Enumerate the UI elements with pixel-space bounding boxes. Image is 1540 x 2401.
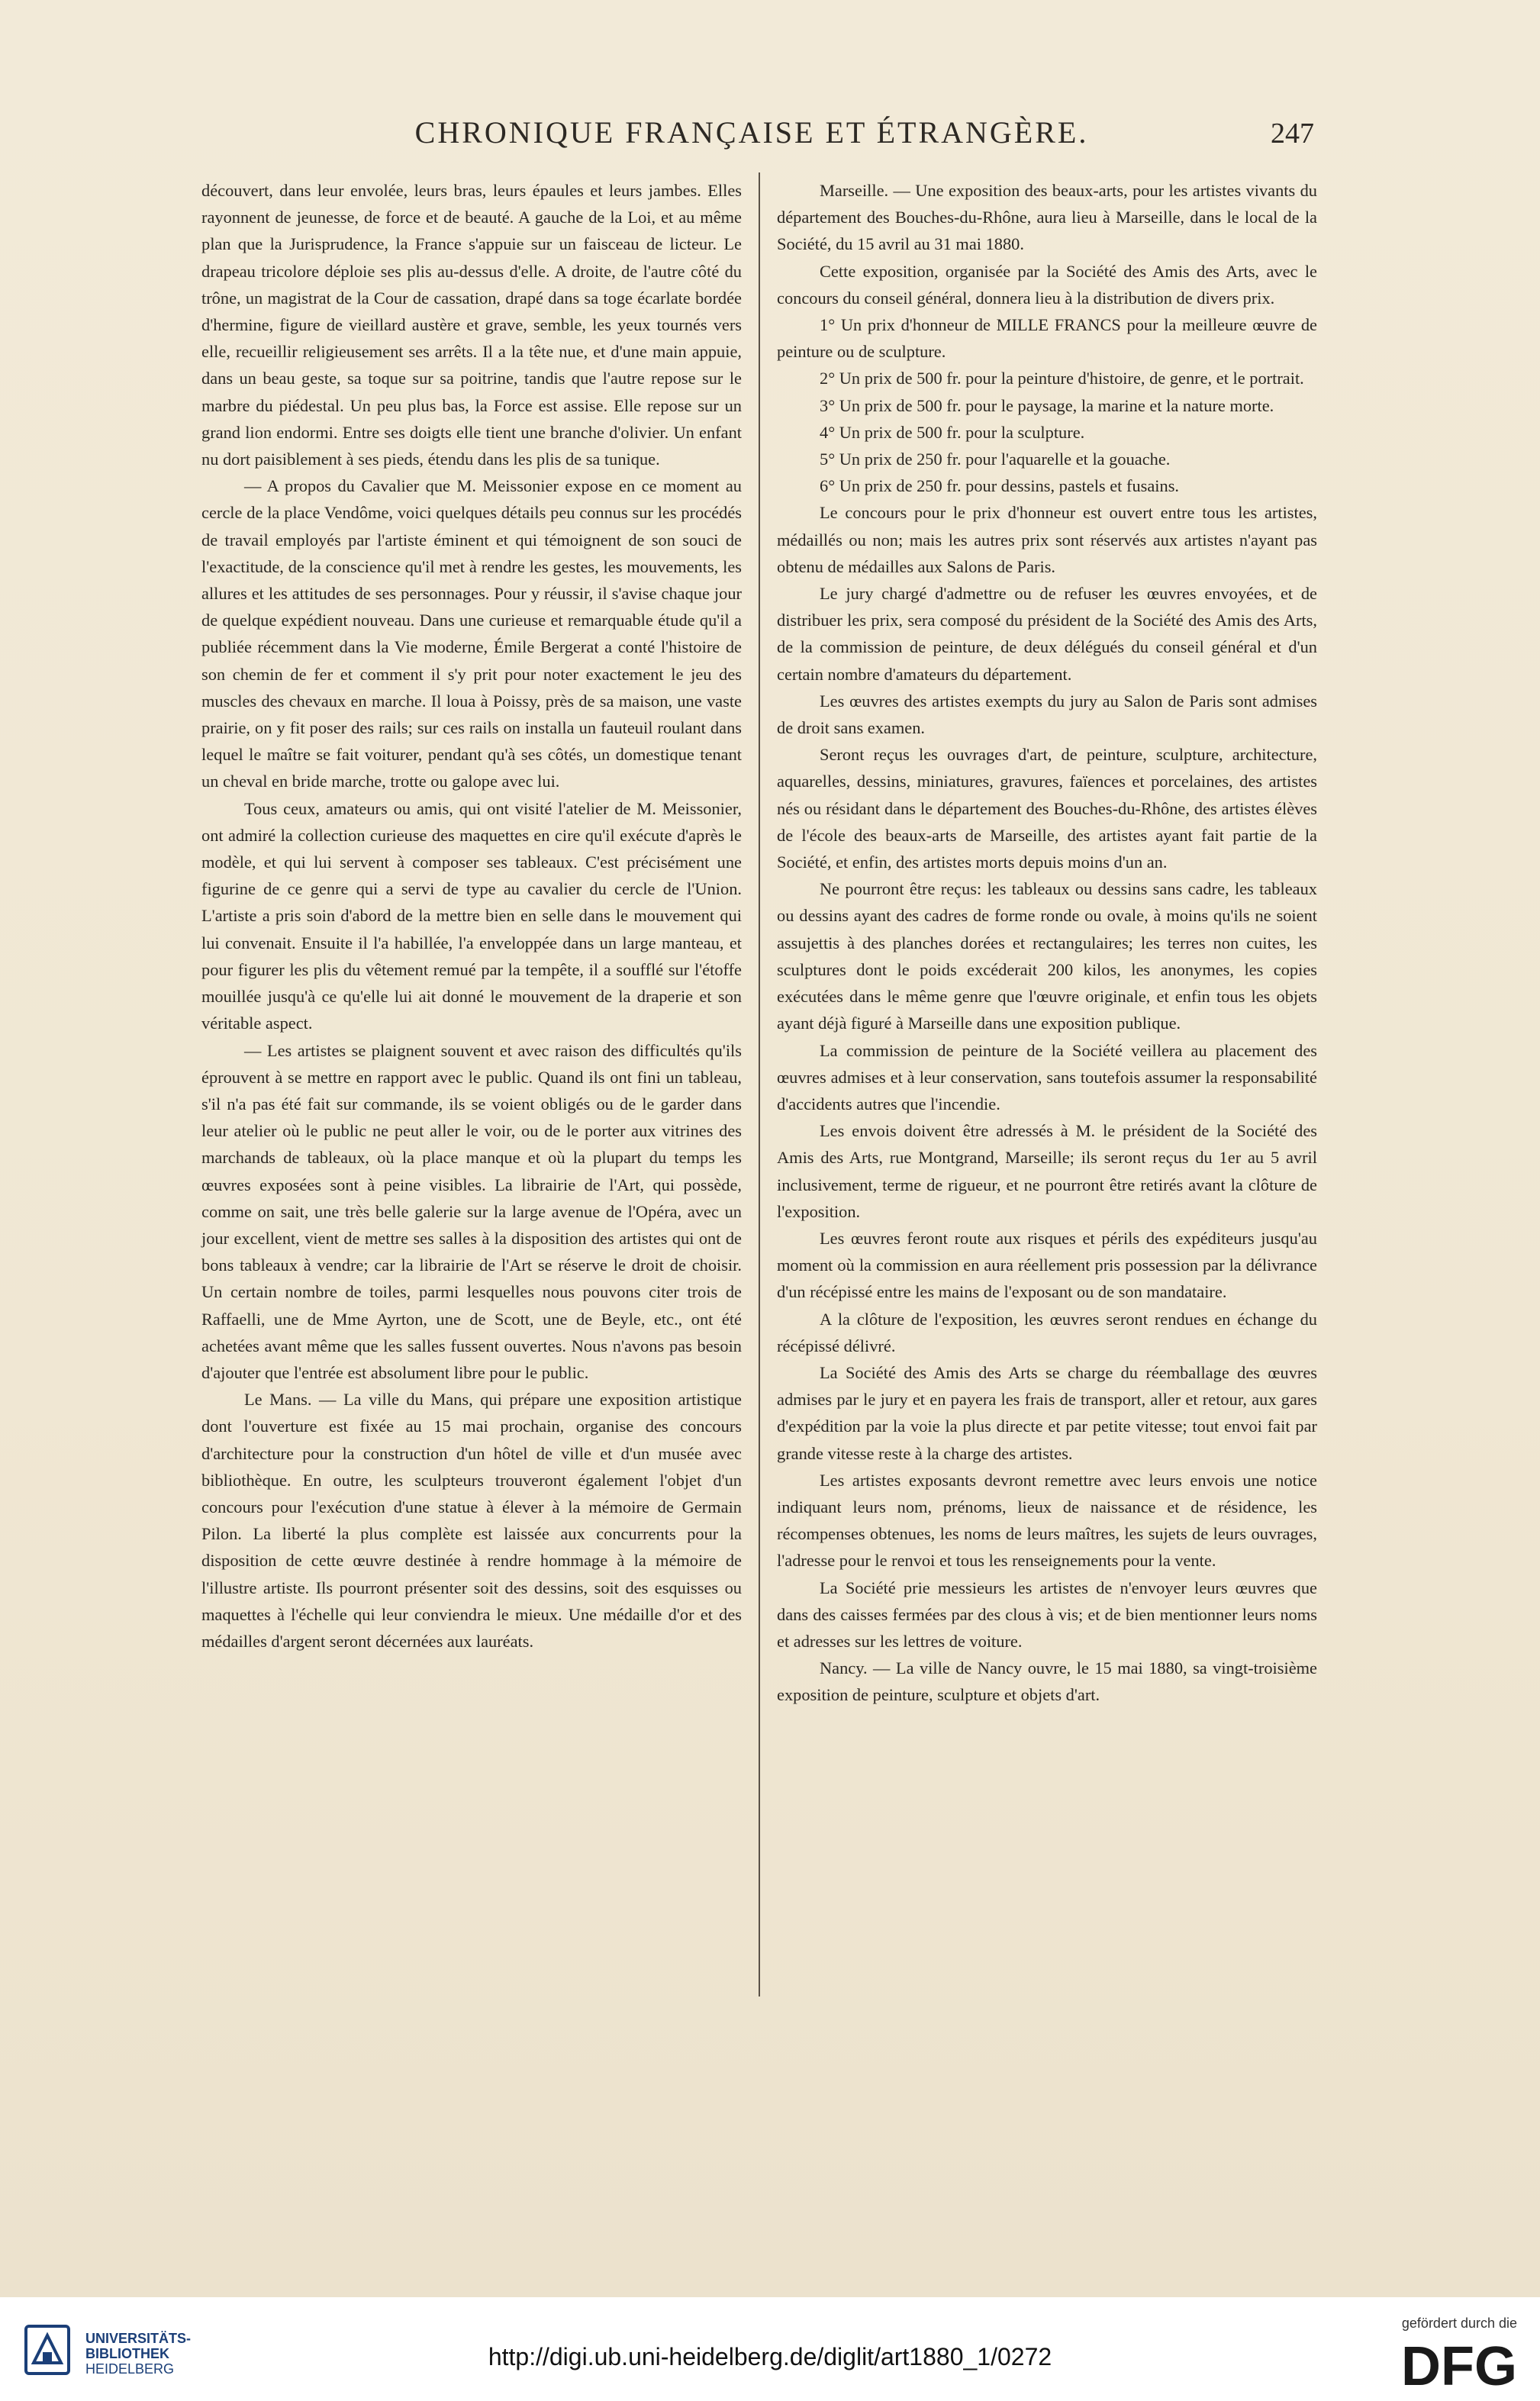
paragraph: Le jury chargé d'admettre ou de refuser les œuvres envoyées, et de distribuer les prix, sera composé du président de la Société des Amis des Arts, de la commission de peinture, de deux délégués du conseil général et d'un certain nombre d'amateurs du département.: [777, 584, 1317, 684]
dfg-logo-text: DFG: [1403, 2338, 1517, 2391]
paragraph: La Société des Amis des Arts se charge du réemballage des œuvres admises par le jury et en payera les frais de transport, aller et retour, aux gares d'expédition par la voie la plus directe et par petite vitesse; tout envoi fait par grande vitesse reste à la charge des artistes.: [777, 1362, 1317, 1463]
sponsor-block: [1402, 2316, 1517, 2395]
list-item: 5° Un prix de 250 fr. pour l'aquarelle et la gouache.: [820, 450, 1171, 469]
permalink-url[interactable]: http://digi.ub.uni-heidelberg.de/diglit/art1880_1/0272: [488, 2343, 1052, 2370]
running-header: CHRONIQUE FRANÇAISE ET ÉTRANGÈRE. 247: [187, 114, 1316, 150]
paragraph: Cette exposition, organisée par la Société des Amis des Arts, avec le concours du conseil général, donnera lieu à la distribution de divers prix.: [777, 261, 1317, 308]
paragraph: Ne pourront être reçus: les tableaux ou dessins sans cadre, les tableaux ou dessins ayant des cadres de forme ronde ou ovale, à moins qu'ils ne soient assujettis à des planches dorées et rectangulaires; les terres non cuites, les sculptures dont le poids excéderait 200 kilos, les anonymes, les copies exécutées dans le même genre que l'œuvre originale, et enfin tous les objets ayant déjà figuré à Marseille dans une exposition publique.: [777, 879, 1317, 1033]
list-item: 6° Un prix de 250 fr. pour dessins, pastels et fusains.: [820, 476, 1180, 496]
paragraph: — A propos du Cavalier que M. Meissonier expose en ce moment au cercle de la place Vendôme, voici quelques détails peu connus sur les procédés de travail employés par l'artiste éminent et qui témoignent de son souci de l'exactitude, de la conscience qu'il met à rendre les gestes, les mouvements, les allures et les attitudes de ses personnages. Pour y réussir, il s'avise chaque jour de quelque expédient nouveau. Dans une curieuse et remarquable étude qu'il a publiée récemment dans la Vie moderne, Émile Bergerat a conté l'histoire de son chemin de fer et comment il s'y prit pour noter exactement le jeu des muscles des chevaux en marche. Il loua à Poissy, près de sa maison, une vaste prairie, on y fit poser des rails; sur ces rails on installa un fauteuil roulant dans lequel le maître se fait voiturer, pendant qu'à ses côtés, un domestique tenant un cheval en bride marche, trotte ou galope avec lui.: [201, 476, 742, 791]
list-item: 4° Un prix de 500 fr. pour la sculpture.: [820, 422, 1085, 442]
paragraph: Les envois doivent être adressés à M. le président de la Société des Amis des Arts, rue Montgrand, Marseille; ils seront reçus du 1er au 5 avril inclusivement, terme de rigueur, et ne pourront être retirés avant la clôture de l'exposition.: [777, 1121, 1317, 1221]
dfg-logo-icon: [1403, 2338, 1517, 2391]
sponsor-label: gefördert durch die: [1401, 2316, 1517, 2331]
running-title: CHRONIQUE FRANÇAISE ET ÉTRANGÈRE.: [414, 115, 1089, 150]
paragraph: — Les artistes se plaignent souvent et avec raison des difficultés qu'ils éprouvent à se mettre en rapport avec le public. Quand ils ont fini un tableau, s'il n'a pas été fait sur commande, ils se voient obligés ou de le garder dans leur atelier où le public ne peut aller le voir, ou de le porter aux vitrines des marchands de tableaux, où la place manque et où la plupart du temps les œuvres exposées sont à peine visibles. La librairie de l'Art, qui possède, comme on sait, une très belle galerie sur la large avenue de l'Opéra, avec un jour excellent, vient de mettre ses salles à la disposition des artistes qui ont de bons tableaux à vendre; car la librairie de l'Art se réserve le droit de choisir. Un certain nombre de toiles, parmi lesquelles nous pouvons citer trois de Raffaelli, une de Mme Ayrton, une de Scott, une de Beyle, etc., ont été achetées avant même que les salles fussent ouvertes. Nous n'avons pas besoin d'ajouter que l'entrée est absolument libre pour le public.: [201, 1040, 742, 1382]
list-item: 3° Un prix de 500 fr. pour le paysage, la marine et la nature morte.: [820, 395, 1274, 415]
paragraph: Tous ceux, amateurs ou amis, qui ont visité l'atelier de M. Meissonier, ont admiré la collection curieuse des maquettes en cire qu'il exécute d'après le modèle, et qui lui servent à composer ses tableaux. C'est précisément une figurine de ce genre qui a servi de type au cavalier du cercle de l'Union. L'artiste a pris soin d'abord de la mettre bien en selle dans le mouvement qui lui convenait. Ensuite il l'a habillée, l'a enveloppée dans un large manteau, et pour figurer les plis du vêtement remué par la tempête, il a soufflé sur l'étoffe mouillée jusqu'à ce qu'elle lui ait donné le mouvement de la draperie et son véritable aspect.: [201, 798, 742, 1033]
left-column: [201, 177, 742, 1655]
paragraph: Les œuvres feront route aux risques et périls des expéditeurs jusqu'au moment où la commission en aura réellement pris possession par la délivrance d'un récépissé entre les mains de l'exposant ou de son mandataire.: [777, 1228, 1317, 1302]
paragraph: La commission de peinture de la Société veillera au placement des œuvres admises et à leur conservation, sans toutefois assumer la responsabilité d'accidents autres que l'incendie.: [777, 1040, 1317, 1113]
paragraph: Le concours pour le prix d'honneur est ouvert entre tous les artistes, médaillés ou non; mais les autres prix sont réservés aux artistes n'ayant pas obtenu de médailles aux Salons de Paris.: [777, 503, 1317, 576]
list-item: 2° Un prix de 500 fr. pour la peinture d'histoire, de genre, et le portrait.: [820, 369, 1304, 388]
digitization-footer: [0, 2297, 1540, 2401]
paragraph: Les œuvres des artistes exempts du jury au Salon de Paris sont admises de droit sans examen.: [777, 691, 1317, 738]
paragraph: A la clôture de l'exposition, les œuvres seront rendues en échange du récépissé délivré.: [777, 1309, 1317, 1355]
paragraph: Nancy. — La ville de Nancy ouvre, le 15 mai 1880, sa vingt-troisième exposition de peinture, sculpture et objets d'art.: [777, 1658, 1317, 1705]
column-divider: [759, 172, 760, 1997]
list-item: 1° Un prix d'honneur de MILLE FRANCS pour la meilleure œuvre de peinture ou de sculpture.: [777, 315, 1317, 362]
library-name: UNIVERSITÄTS- BIBLIOTHEK HEIDELBERG: [85, 2331, 192, 2377]
right-column: [777, 177, 1317, 1709]
paragraph: Les artistes exposants devront remettre avec leurs envois une notice indiquant leurs nom, prénoms, lieux de naissance et de résidence, les récompenses obtenues, les noms de leurs maîtres, les sujets de leurs ouvrages, l'adresse pour le renvoi et tous les renseignements pour la vente.: [777, 1470, 1317, 1571]
paragraph: Le Mans. — La ville du Mans, qui prépare une exposition artistique dont l'ouverture est fixée au 15 mai prochain, organise des concours d'architecture pour la construction d'un hôtel de ville et d'un musée avec bibliothèque. En outre, les sculpteurs trouveront également l'objet d'un concours pour l'exécution d'une statue à élever à la mémoire de Germain Pilon. La liberté la plus complète est laissée aux concurrents pour la disposition de cette œuvre destinée à rendre hommage à la mémoire de l'illustre artiste. Ils pourront présenter soit des dessins, soit des esquisses ou maquettes à l'échelle qui leur conviendra le mieux. Une médaille d'or et des médailles d'argent seront décernées aux lauréats.: [201, 1390, 742, 1651]
paragraph: La Société prie messieurs les artistes de n'envoyer leurs œuvres que dans des caisses fermées par des clous à vis; et de bien mentionner leurs noms et adresses sur les lettres de voiture.: [777, 1578, 1317, 1651]
paragraph: Marseille. — Une exposition des beaux-arts, pour les artistes vivants du département des Bouches-du-Rhône, aura lieu à Marseille, dans le local de la Société, du 15 avril au 31 mai 1880.: [777, 181, 1317, 254]
paragraph: Seront reçus les ouvrages d'art, de peinture, sculpture, architecture, aquarelles, dessins, miniatures, gravures, faïences et porcelaines, des artistes nés ou résidant dans le département des Bouches-du-Rhône, des artistes élèves de l'école des beaux-arts de Marseille, des artistes ayant fait partie de la Société, et enfin, des artistes morts depuis moins d'un an.: [777, 745, 1317, 872]
paragraph: découvert, dans leur envolée, leurs bras, leurs épaules et leurs jambes. Elles rayonnent de jeunesse, de force et de beauté. A gauche de la Loi, et au même plan que la Jurisprudence, la France s'appuie sur un faisceau de licteur. Le drapeau tricolore déploie ses plis au-dessus d'elle. A droite, de l'autre côté du trône, un magistrat de la Cour de cassation, drapé dans sa toge écarlate bordée d'hermine, figure de vieillard austère et grave, semble, les yeux tournés vers elle, recueillir religieusement ses arrêts. Il a la tête nue, et d'une main appuie, dans un beau geste, sa toque sur sa poitrine, tandis que l'autre repose sur le marbre du piédestal. Un peu plus bas, la Force est assise. Elle repose sur un grand lion endormi. Entre ses doigts elle tient une branche d'olivier. Un enfant nu dort paisiblement à ses pieds, étendu dans les plis de sa tunique.: [201, 181, 742, 469]
